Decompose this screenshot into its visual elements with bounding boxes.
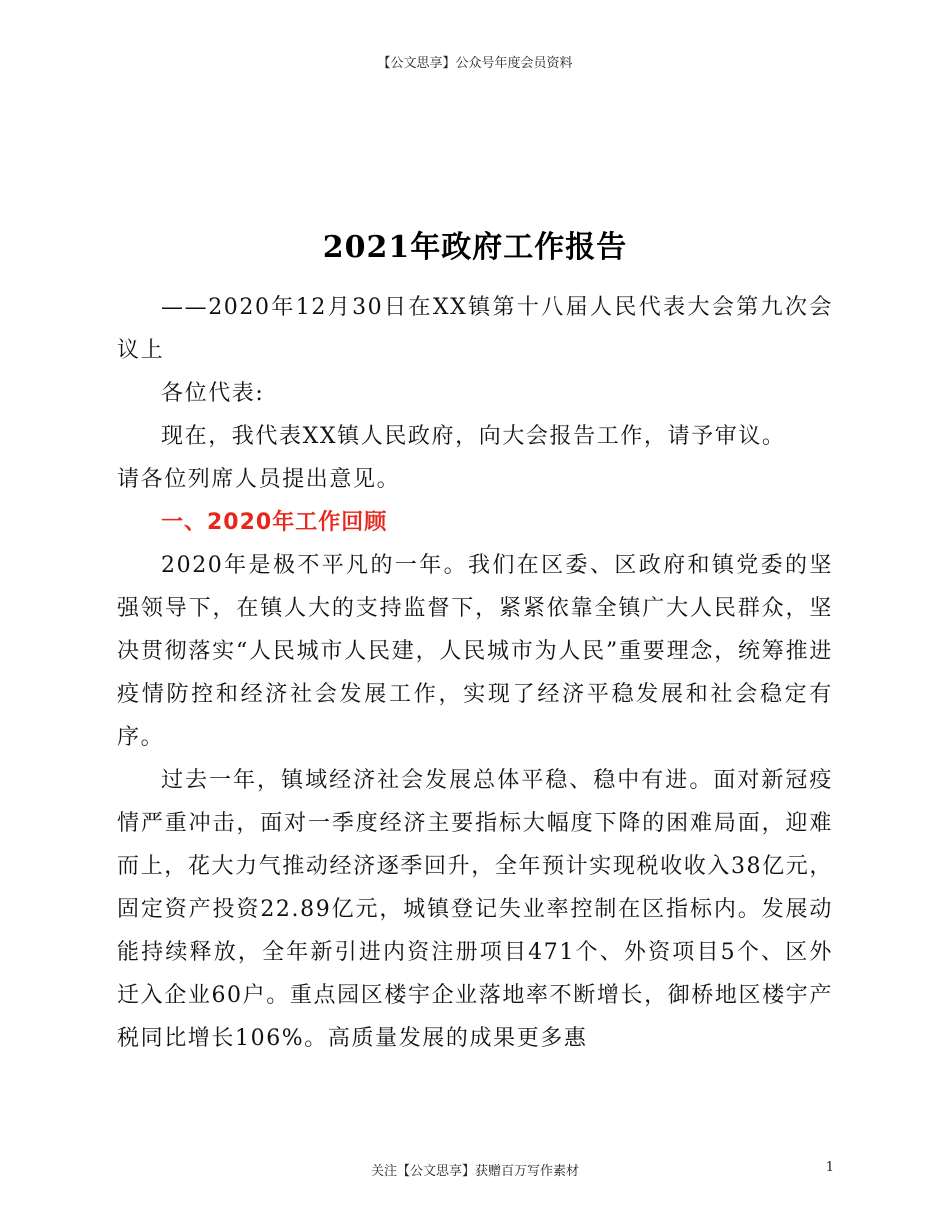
document-body	[117, 286, 833, 1060]
paragraph-1: 2020年是极不平凡的一年。我们在区委、区政府和镇党委的坚强领导下，在镇人大的支持监督下，紧紧依靠全镇广大人民群众，坚决贯彻落实“人民城市人民建，人民城市为人民”重要理念，统筹推进疫情防控和经济社会发展工作，实现了经济平稳发展和社会稳定有序。	[117, 553, 833, 750]
intro-note: 请各位列席人员提出意见。	[117, 467, 401, 492]
section-heading-1: 一、2020年工作回顾	[161, 510, 388, 535]
page-number: 1	[825, 1160, 834, 1175]
intro-paragraph: 现在，我代表XX镇人民政府，向大会报告工作，请予审议。	[161, 424, 786, 449]
page-header: 【公文思享】公众号年度会员资料	[377, 56, 573, 71]
document-title: 2021年政府工作报告	[322, 230, 628, 265]
page-footer: 关注【公文思享】获赠百万写作素材	[370, 1164, 579, 1179]
paragraph-2: 过去一年，镇域经济社会发展总体平稳、稳中有进。面对新冠疫情严重冲击，面对一季度经济主要指标大幅度下降的困难局面，迎难而上，花大力气推动经济逐季回升，全年预计实现税收收入38亿元，固定资产投资22.89亿元，城镇登记失业率控制在区指标内。发展动能持续释放，全年新引进内资注册项目471个、外资项目5个、区外迁入企业60户。重点园区楼宇企业落地率不断增长，御桥地区楼宇产税同比增长106%。高质量发展的成果更多惠	[117, 768, 833, 1051]
document-subtitle: ——2020年12月30日在XX镇第十八届人民代表大会第九次会议上	[117, 295, 833, 363]
salutation: 各位代表:	[161, 381, 265, 406]
